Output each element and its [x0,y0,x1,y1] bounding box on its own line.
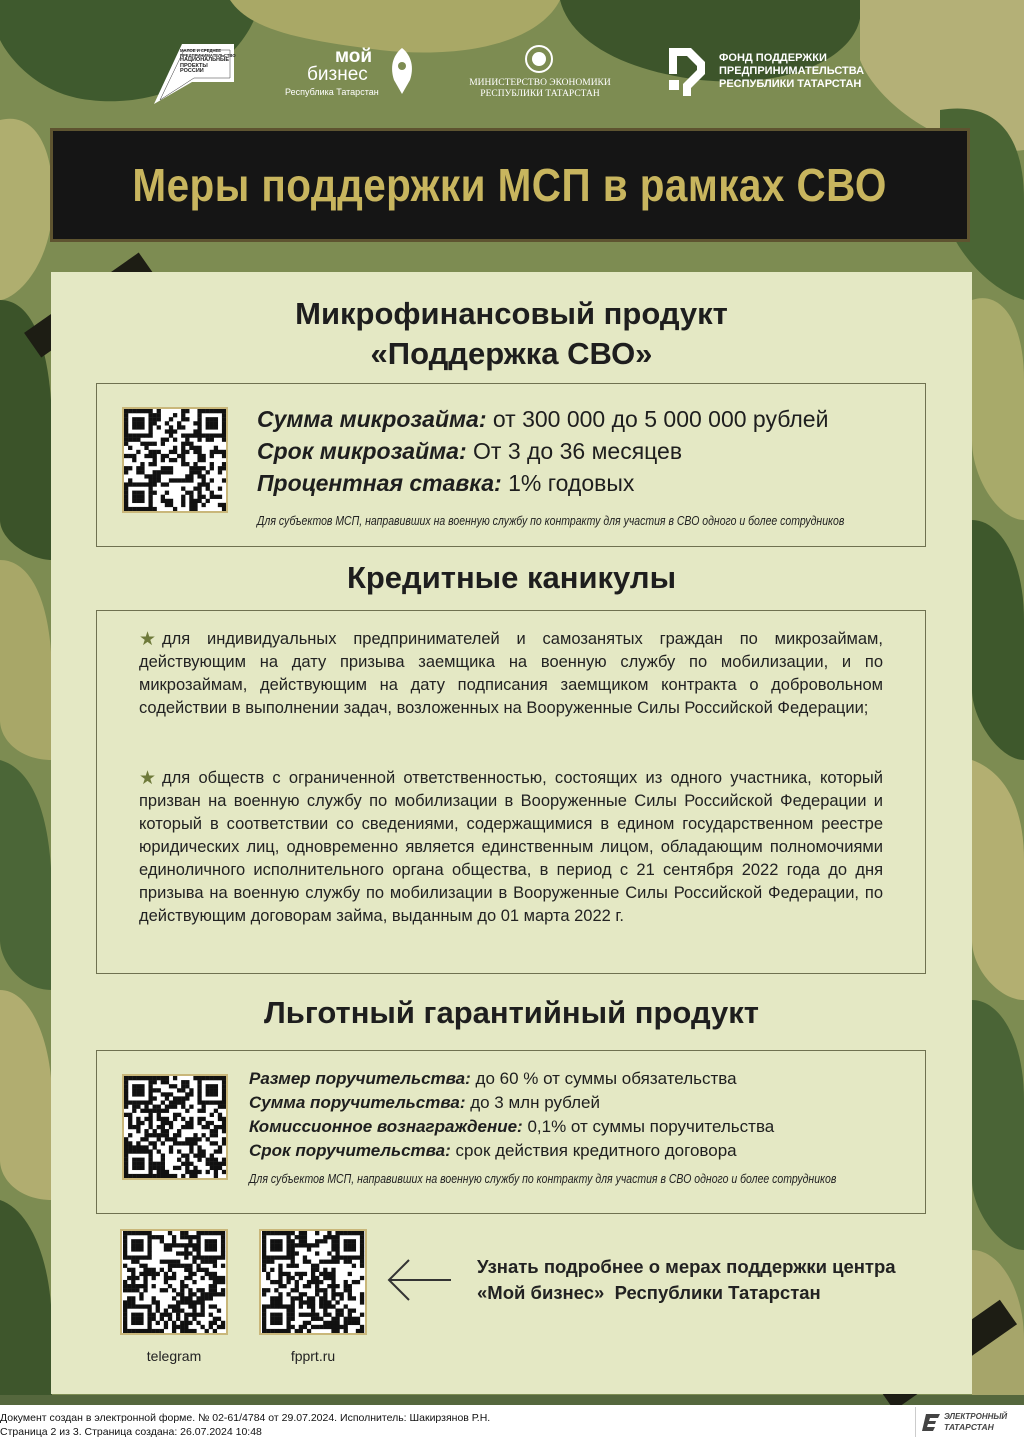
page-title: Меры поддержки МСП в рамках СВО [132,159,888,211]
microfinance-rate-label: Процентная ставка: [257,470,502,496]
et-logo-line1: ЭЛЕКТРОННЫЙ [944,1412,1008,1421]
holidays-box [96,610,926,974]
fond-line2: ПРЕДПРИНИМАТЕЛЬСТВА [719,65,865,77]
microfinance-row-amount [257,406,828,433]
cta-line2: «Мой бизнес» Республики Татарстан [477,1282,821,1303]
footer [0,1405,1024,1441]
microfinance-amount-label: Сумма микрозайма: [257,406,487,432]
guarantee-note: Для субъектов МСП, направивших на военную службу по контракту для участия в СВО одного и более сотрудников [249,1172,837,1186]
microfinance-note: Для субъектов МСП, направивших на военную службу по контракту для участия в СВО одного и более сотрудников [257,514,845,528]
logo1-text4: ПРОЕКТЫ [180,62,208,69]
holidays-item-1 [139,628,883,720]
fond-logo [665,44,875,102]
guarantee-row-term [249,1141,737,1161]
coat-of-arms-icon [524,44,554,74]
fpprt-label[interactable]: fpprt.ru [290,1348,336,1364]
guarantee-term-value: срок действия кредитного договора [450,1141,737,1160]
microfinance-title-line1: Микрофинансовый продукт [295,296,728,331]
telegram-label[interactable]: telegram [146,1348,202,1364]
moy-biznes-logo [285,44,420,104]
microfinance-amount-value: от 300 000 до 5 000 000 рублей [486,406,829,432]
microfinance-qr-code[interactable] [122,407,228,513]
microfinance-row-term [257,438,682,465]
microfinance-row-rate [257,470,634,497]
fpprt-qr-code[interactable] [259,1229,367,1335]
guarantee-commission-value: 0,1% от суммы поручительства [522,1117,775,1136]
logo1-text5: РОССИИ [180,67,204,74]
guarantee-row-size [249,1069,737,1089]
telegram-qr-code[interactable] [120,1229,228,1335]
title-banner [50,128,970,242]
fond-line1: ФОНД ПОДДЕРЖКИ [719,52,827,64]
cta-line1: Узнать подробнее о мерах поддержки центра [477,1256,896,1277]
logo1-text1: МАЛОЕ И СРЕДНЕЕ [180,48,222,53]
guarantee-row-commission [249,1117,774,1137]
logo1-text2: ПРЕДПРИНИМАТЕЛЬСТВО [180,53,236,59]
fond-emblem-icon [665,44,709,98]
moy-biznes-line2: бизнес [307,64,368,85]
ministry-logo [460,44,620,104]
guarantee-qr-code[interactable] [122,1074,228,1180]
guarantee-commission-label: Комиссионное вознаграждение: [249,1117,523,1136]
et-logo-line2: ТАТАРСТАН [944,1422,994,1432]
logo1-text3: НАЦИОНАЛЬНЫЕ [180,57,230,64]
ministry-line1: МИНИСТЕРСТВО ЭКОНОМИКИ [469,78,611,88]
holidays-item-2 [139,767,883,928]
microfinance-box [96,383,926,547]
moy-biznes-line1: мой [335,46,373,67]
guarantee-title: Льготный гарантийный продукт [264,995,759,1030]
guarantee-box [96,1050,926,1214]
microfinance-term-label: Срок микрозайма: [257,438,467,464]
arrow-left-icon [385,1257,453,1303]
guarantee-term-label: Срок поручительства: [249,1141,451,1160]
holidays-item-1-text: для индивидуальных предпринимателей и самозанятых граждан по микрозаймам, действующим на дату призыва заемщика на военную службу по мобилизации, и по микрозаймам, действующим на дату подписания заемщиком контракта о добровольном содействии в выполнении задач, возложенных на Вооруженные Силы Российской Федерации; [139,630,883,717]
guarantee-size-value: до 60 % от суммы обязательства [470,1069,737,1088]
content-panel [51,272,972,1394]
guarantee-amount-value: до 3 млн рублей [465,1093,600,1112]
guarantee-amount-label: Сумма поручительства: [249,1093,466,1112]
ministry-line2: РЕСПУБЛИКИ ТАТАРСТАН [480,89,600,99]
guarantee-size-label: Размер поручительства: [249,1069,471,1088]
guarantee-row-amount [249,1093,600,1113]
et-emblem-icon [922,1412,942,1432]
rocket-icon [388,46,416,96]
fond-line3: РЕСПУБЛИКИ ТАТАРСТАН [719,78,862,90]
star-icon: ★ [139,629,157,650]
logos-row [0,40,1024,110]
footer-line2: Страница 2 из 3. Страница создана: 26.07.2024 10:48 [0,1426,262,1438]
footer-line1: Документ создан в электронной форме. № 02-61/4784 от 29.07.2024. Исполнитель: Шакирзянов Р.Н. [0,1412,491,1424]
moy-biznes-line3: Республика Татарстан [285,87,379,97]
holidays-item-2-text: для обществ с ограниченной ответственностью, состоящих из одного участника, который призван на военную службу по мобилизации в Вооруженные Силы Российской Федерации и который в соответствии со сведениями, содержащимися в едином государственном реестре юридических лиц, одновременно является единственным лицом, обладающим полномочиями единоличного исполнительного органа общества, в период с 21 сентября 2022 года до дня призыва на военную службу по мобилизации в Вооруженные Силы Российской Федерации, по действующим договорам займа, выданным до 01 марта 2022 г. [139,769,883,925]
nacproekty-logo [152,42,234,104]
microfinance-term-value: От 3 до 36 месяцев [466,438,683,464]
electronic-tatarstan-logo [915,1407,1016,1437]
microfinance-title-line2: «Поддержка СВО» [370,336,653,371]
microfinance-rate-value: 1% годовых [501,470,635,496]
star-icon: ★ [139,768,157,789]
holidays-title: Кредитные каникулы [346,560,677,595]
